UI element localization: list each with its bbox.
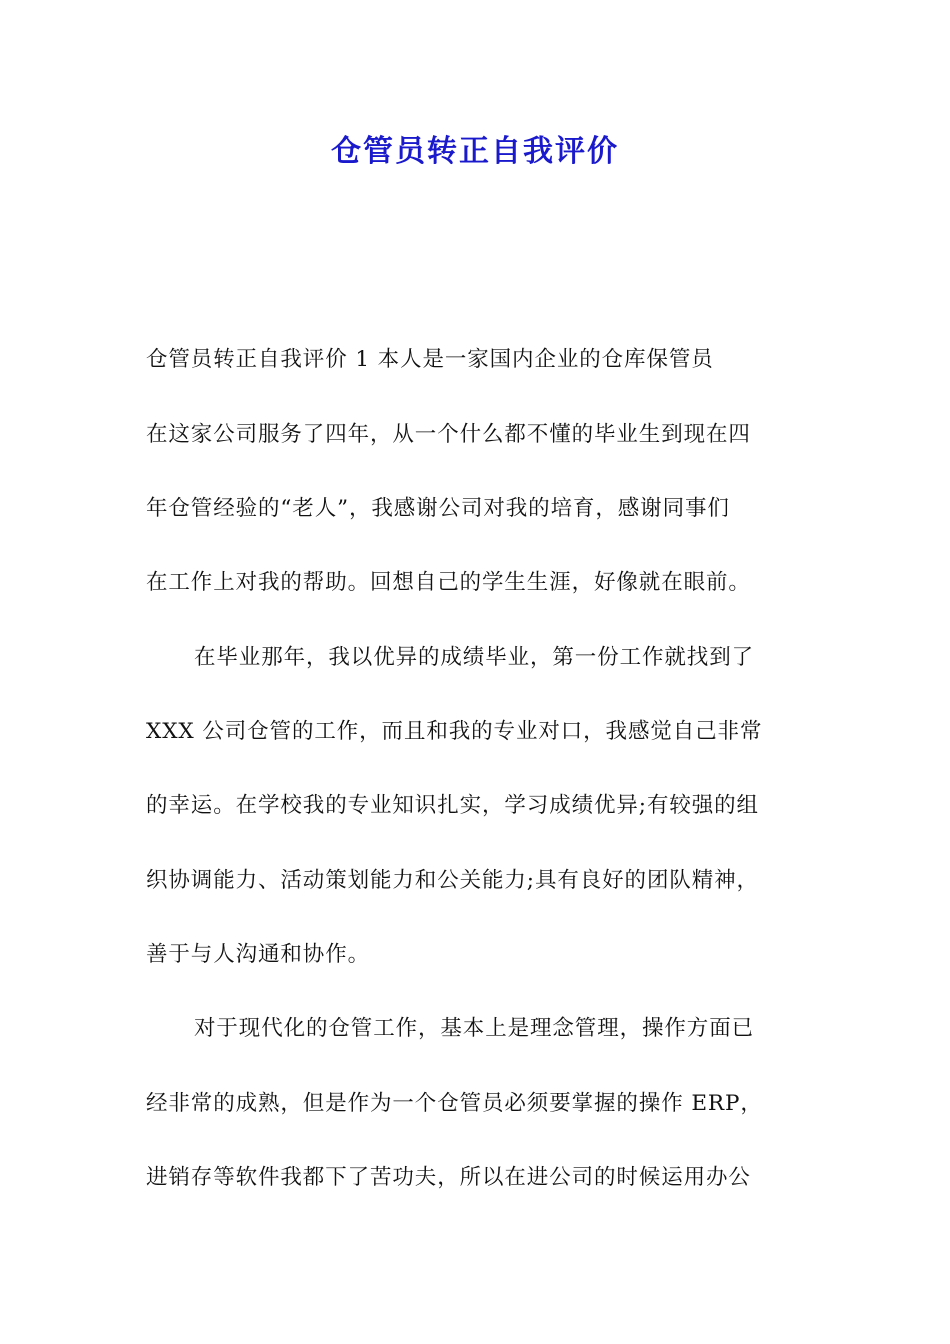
paragraph-2-line-5: 善于与人沟通和协作。 [146,942,371,967]
paragraph-1-line-1: 仓管员转正自我评价 1 本人是一家国内企业的仓库保管员 [146,347,714,372]
paragraph-1-line-2: 在这家公司服务了四年，从一个什么都不懂的毕业生到现在四 [146,422,751,447]
paragraph-3-line-1: 对于现代化的仓管工作，基本上是理念管理，操作方面已 [194,1016,755,1041]
paragraph-2-line-3: 的幸运。在学校我的专业知识扎实，学习成绩优异;有较强的组 [146,793,759,818]
paragraph-3-line-3: 进销存等软件我都下了苦功夫，所以在进公司的时候运用办公 [146,1165,751,1190]
paragraph-2-line-1: 在毕业那年，我以优异的成绩毕业，第一份工作就找到了 [194,645,755,670]
document-title: 仓管员转正自我评价 [331,134,619,169]
paragraph-1-line-3: 年仓管经验的“老人”，我感谢公司对我的培育，感谢同事们 [146,496,730,521]
paragraph-2-line-4: 织协调能力、活动策划能力和公关能力;具有良好的团队精神， [146,868,759,893]
paragraph-1-line-4: 在工作上对我的帮助。回想自己的学生生涯，好像就在眼前。 [146,570,751,595]
paragraph-3-line-2: 经非常的成熟，但是作为一个仓管员必须要掌握的操作 ERP， [146,1091,763,1116]
paragraph-2-line-2: XXX 公司仓管的工作，而且和我的专业对口，我感觉自己非常 [146,719,763,744]
